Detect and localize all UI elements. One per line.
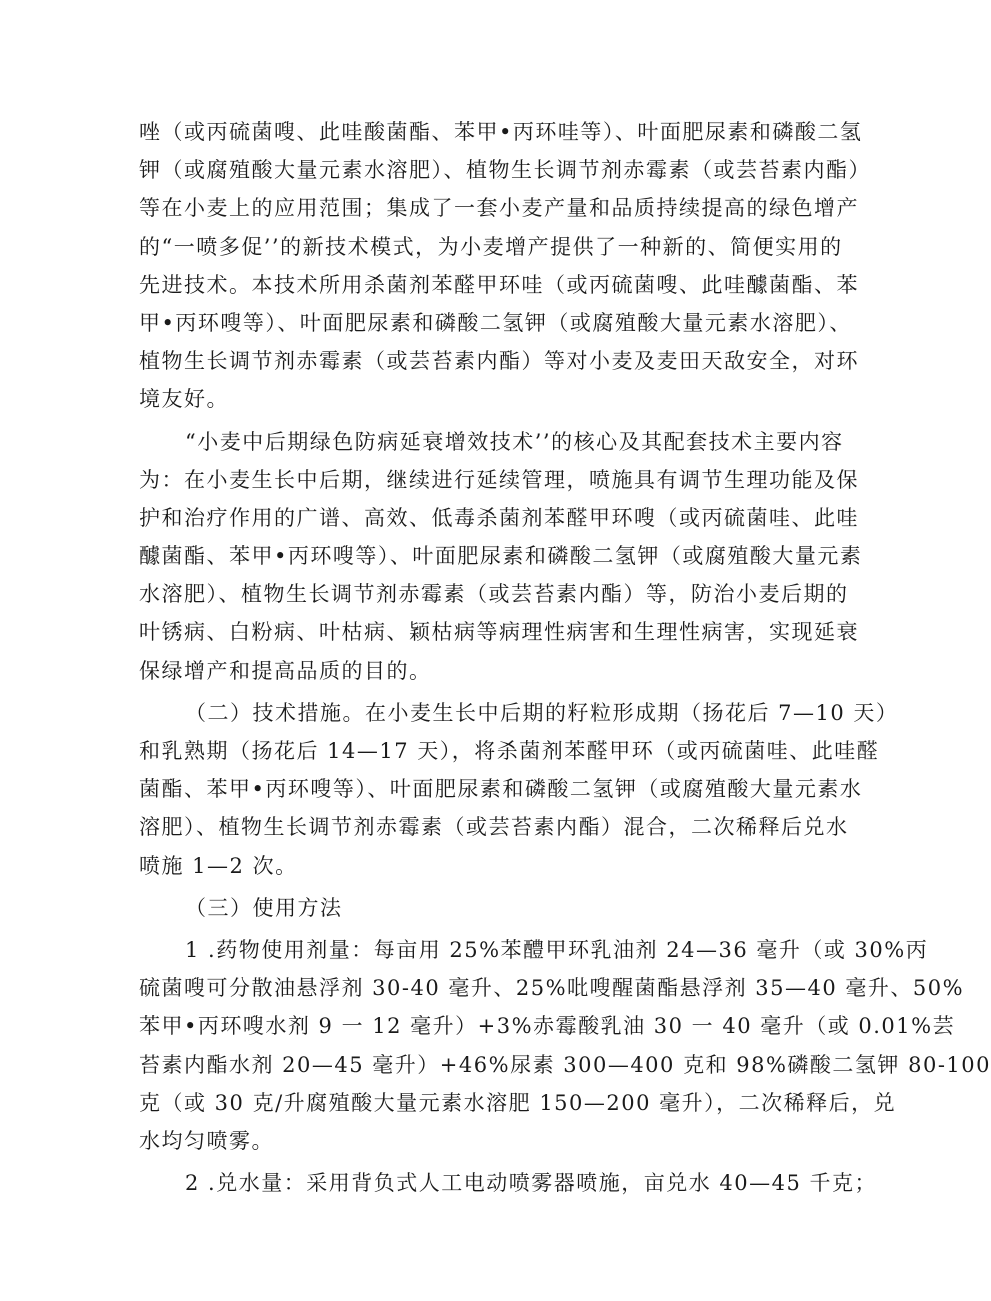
paragraph-water-volume xyxy=(139,1164,878,1202)
document-body xyxy=(139,113,991,1206)
text-line: 水溶肥）、植物生长调节剂赤霉素（或芸苔素内酯）等，防治小麦后期的 xyxy=(139,582,849,607)
text-line: 菌酯、苯甲•丙环嗖等）、叶面肥尿素和磷酸二氢钾（或腐殖酸大量元素水 xyxy=(139,777,863,802)
text-line: 水均匀喷雾。 xyxy=(139,1128,274,1153)
text-line: 唑（或丙硫菌嗖、此哇酸菌酯、苯甲•丙环哇等）、叶面肥尿素和磷酸二氢 xyxy=(139,120,863,144)
text-line: 甲•丙环嗖等）、叶面肥尿素和磷酸二氢钾（或腐殖酸大量元素水溶肥）、 xyxy=(139,310,852,335)
text-line: 境友好。 xyxy=(139,387,229,412)
text-line: 叶锈病、白粉病、叶枯病、颖枯病等病理性病害和生理性病害，实现延衰 xyxy=(139,620,859,645)
section-heading-usage xyxy=(139,889,799,927)
text-line: 和乳熟期（扬花后 14—17 天），将杀菌剂苯醛甲环（或丙硫菌哇、此哇醛 xyxy=(139,739,880,763)
text-line: “小麦中后期绿色防病延衰增效技术’’的核心及其配套技术主要内容 xyxy=(185,429,844,454)
paragraph-scope-continuation xyxy=(139,113,871,419)
text-line: 护和治疗作用的广谱、高效、低毒杀菌剂苯醛甲环嗖（或丙硫菌哇、此哇 xyxy=(139,505,859,530)
text-line: 的“一喷多促’’的新技术模式，为小麦增产提供了一种新的、简便实用的 xyxy=(139,234,843,259)
text-line: 等在小麦上的应用范围；集成了一套小麦产量和品质持续提高的绿色增产 xyxy=(139,196,859,221)
paragraph-dosage xyxy=(139,931,991,1160)
text-line: 硫菌嗖可分散油悬浮剂 30-40 毫升、25%吡嗖醒菌酯悬浮剂 35—40 毫升、50% xyxy=(139,976,965,1001)
text-line: 钾（或腐殖酸大量元素水溶肥）、植物生长调节剂赤霉素（或芸苔素内酯） xyxy=(139,158,871,183)
text-line: 喷施 1—2 次。 xyxy=(139,853,298,878)
text-line: 克（或 30 克/升腐殖酸大量元素水溶肥 150—200 毫升），二次稀释后，兑 xyxy=(139,1090,897,1115)
section-heading: （三）使用方法 xyxy=(185,895,343,920)
text-line: 溶肥）、植物生长调节剂赤霉素（或芸苔素内酯）混合，二次稀释后兑水 xyxy=(139,815,849,840)
text-line: 醵菌酯、苯甲•丙环嗖等）、叶面肥尿素和磷酸二氢钾（或腐殖酸大量元素 xyxy=(139,544,863,569)
text-line: 1 .药物使用剂量：每亩用 25%苯醴甲环乳油剂 24—36 毫升（或 30%丙 xyxy=(185,937,929,962)
text-line: 苯甲•丙环嗖水剂 9 一 12 毫升）+3%赤霉酸乳油 30 一 40 毫升（或 0.01%芸 xyxy=(139,1014,956,1039)
text-line: 为：在小麦生长中后期，继续进行延续管理，喷施具有调节生理功能及保 xyxy=(139,467,859,492)
text-line: 先进技术。本技术所用杀菌剂苯醛甲环哇（或丙硫菌嗖、此哇醵菌酯、苯 xyxy=(139,272,859,297)
paragraph-core-technique xyxy=(139,423,863,690)
text-line: （二）技术措施。在小麦生长中后期的籽粒形成期（扬花后 7—10 天） xyxy=(185,700,899,725)
text-line: 保绿增产和提高品质的目的。 xyxy=(139,658,432,683)
text-line: 植物生长调节剂赤霉素（或芸苔素内酯）等对小麦及麦田天敌安全，对环 xyxy=(139,349,859,374)
paragraph-technical-measures xyxy=(139,694,899,885)
text-line: 苔素内酯水剂 20—45 毫升）+46%尿素 300—400 克和 98%磷酸二氢钾 80-100 xyxy=(139,1052,991,1077)
text-line: 2 .兑水量：采用背负式人工电动喷雾器喷施，亩兑水 40—45 千克； xyxy=(185,1171,878,1196)
